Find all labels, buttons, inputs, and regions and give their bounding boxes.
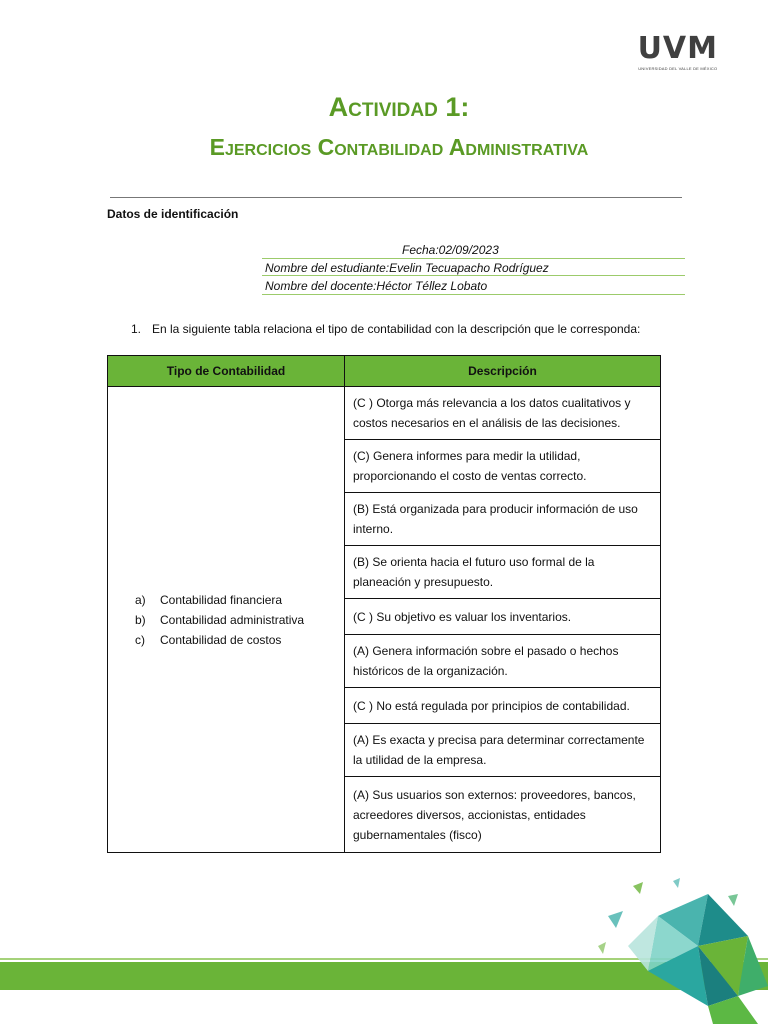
description-cell: (A) Genera información sobre el pasado o hechos históricos de la organización. [345,635,661,688]
date-field: Fecha:02/09/2023 [402,243,499,257]
types-list [109,590,343,650]
description-cell: (A) Sus usuarios son externos: proveedores, bancos, acreedores diversos, accionistas, entidades gubernamentales (fisco) [345,777,661,853]
description-cell: (B) Está organizada para producir información de uso interno. [345,493,661,546]
types-cell [108,387,345,853]
page-subtitle: Ejercicios Contabilidad Administrativa [209,134,589,160]
teacher-name-field: Nombre del docente:Héctor Téllez Lobato [262,277,685,295]
logo-text: UVM [637,31,718,66]
page-title: Actividad 1: [328,92,470,122]
question-text: En la siguiente tabla relaciona el tipo de contabilidad con la descripción que le corresponda: [152,322,641,336]
description-cell: (C ) Otorga más relevancia a los datos cualitativos y costos necesarios en el análisis de las decisiones. [345,387,661,440]
logo-subtitle: UNIVERSIDAD DEL VALLE DE MÉXICO [638,66,718,71]
header-descripcion: Descripción [345,356,661,387]
header-tipo: Tipo de Contabilidad [108,356,345,387]
geometric-decoration-icon [588,876,768,1024]
list-item: b) Contabilidad administrativa [135,612,305,627]
accounting-table [107,355,661,853]
question-number: 1. [131,322,142,336]
description-cell: (C ) No está regulada por principios de contabilidad. [345,688,661,724]
list-item: a) Contabilidad financiera [135,592,283,607]
description-cell: (A) Es exacta y precisa para determinar correctamente la utilidad de la empresa. [345,724,661,777]
description-cell: (B) Se orienta hacia el futuro uso formal de la planeación y presupuesto. [345,546,661,599]
uvm-logo [637,31,718,71]
header-divider [110,197,682,198]
identification-heading: Datos de identificación [107,207,239,221]
question-1 [131,322,640,336]
list-item: c) Contabilidad de costos [135,632,282,647]
student-name-field: Nombre del estudiante:Evelin Tecuapacho Rodríguez [262,258,685,276]
description-cell: (C) Genera informes para medir la utilidad, proporcionando el costo de ventas correcto. [345,440,661,493]
table-row [108,387,661,440]
description-cell: (C ) Su objetivo es valuar los inventarios. [345,599,661,635]
table-header-row [108,356,661,387]
